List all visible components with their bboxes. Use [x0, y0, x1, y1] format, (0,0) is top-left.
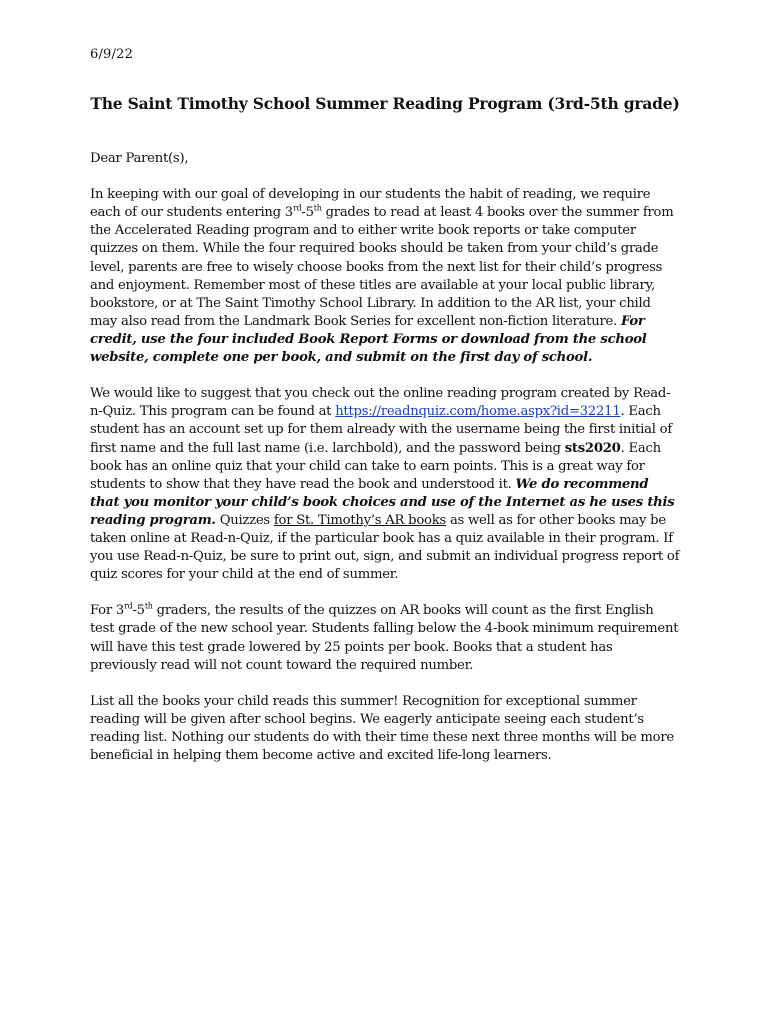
- password-value: sts2020: [564, 440, 621, 456]
- p1-text-a: In keeping with our goal of developing in our students the habit of reading, we require each of our students entering 3: [90, 187, 651, 221]
- p3-text-a: For 3: [90, 603, 125, 619]
- p3-text-c: graders, the results of the quizzes on AR books will count as the first English test grade of the new school year. Students falling below the 4-book minimum requirement will have this test grade lowered by 25 points per book. Books that a student has previously read will not count toward the required number.: [90, 603, 679, 673]
- p2-text-d: Quizzes: [215, 512, 274, 528]
- p2-text-a: We would like to suggest that you check out the online reading program created by Read-n-Quiz. This program can be found at: [90, 386, 671, 420]
- page-title: The Saint Timothy School Summer Reading Program (3rd-5th grade): [90, 94, 680, 113]
- paragraph-closing: List all the books your child reads this summer! Recognition for exceptional summer reading will be given after school begins. We eagerly anticipate seeing each student’s reading list. Nothing our students do with their time these next three months will be more beneficial in helping them become active and excited life-long learners.: [90, 693, 674, 764]
- p1-credit-emphasis: For credit, use the four included Book Report Forms or download from the school website, complete one per book, and submit on the first day of school.: [90, 313, 647, 366]
- p2-text-c: . Each book has an online quiz that your child can take to earn points. This is a great way for students to show that they have read the book and understood it.: [90, 440, 661, 492]
- p1-text-b: -5: [301, 205, 314, 221]
- paragraph-grading: [90, 602, 680, 674]
- p1-text-c: grades to read at least 4 books over the summer from the Accelerated Reading program and to either write book reports or take computer quizzes on them. While the four required books should be taken from your child’s grade level, parents are free to wisely choose books from the next list for their child’s progress and enjoyment. Remember most of these titles are available at your local public library, bookstore, or at The Saint Timothy School Library. In addition to the AR list, your child may also read from the Landmark Book Series for excellent non-fiction literature.: [90, 205, 674, 329]
- p1-sup-rd: rd: [292, 203, 302, 213]
- paragraph-requirements: [90, 186, 680, 367]
- p3-text-b: -5: [132, 603, 145, 619]
- p2-text-b: . Each student has an account set up for them already with the username being the first initial of first name and the full last name (i.e. larchbold), and the password being: [90, 404, 672, 456]
- letter-body: [90, 150, 680, 783]
- p2-text-e: as well as for other books may be taken online at Read-n-Quiz, if the particular book has a quiz available in their program. If you use Read-n-Quiz, be sure to print out, sign, and submit an individual progress report of quiz scores for your child at the end of summer.: [90, 512, 680, 583]
- p3-sup-th: th: [144, 601, 153, 611]
- salutation: Dear Parent(s),: [90, 151, 189, 166]
- p3-sup-rd: rd: [124, 601, 133, 611]
- letter-date: 6/9/22: [90, 47, 134, 62]
- readnquiz-link[interactable]: https://readnquiz.com/home.aspx?id=32211: [335, 404, 621, 420]
- paragraph-read-n-quiz: [90, 385, 680, 584]
- p2-monitor-emphasis: We do recommend that you monitor your child’s book choices and use of the Internet as he uses this reading program.: [90, 476, 675, 528]
- p1-sup-th: th: [313, 203, 322, 213]
- p2-ar-books-underlined: for St. Timothy’s AR books: [273, 512, 446, 528]
